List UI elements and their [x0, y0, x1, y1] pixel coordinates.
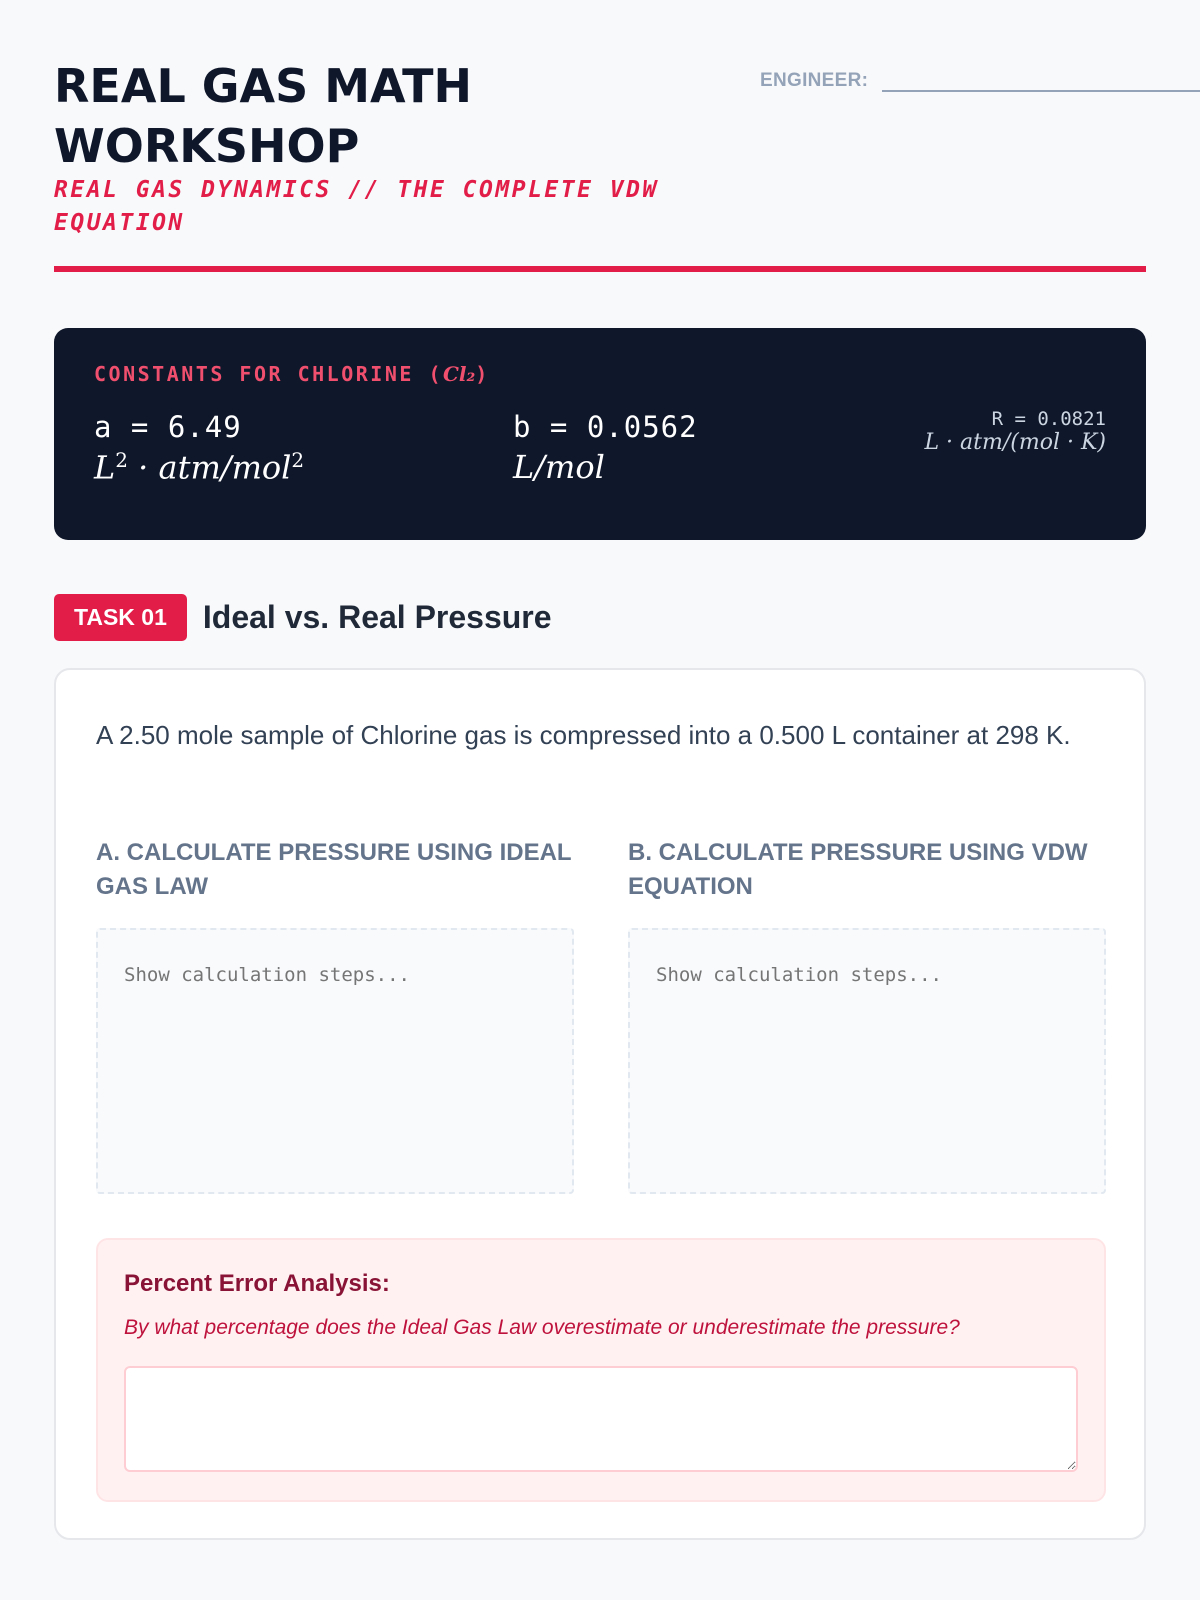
task-header	[54, 594, 552, 641]
percent-error-title: Percent Error Analysis:	[124, 1270, 390, 1297]
percent-error-section	[96, 1238, 1106, 1502]
percent-error-question: By what percentage does the Ideal Gas Law overestimate or underestimate the pressure?	[124, 1316, 960, 1339]
constant-a-unit-exp-2: 2	[291, 448, 305, 472]
constant-a-value: a = 6.49	[94, 410, 242, 444]
constant-a-unit-exp-1: 2	[115, 448, 128, 472]
constant-r-unit: L · atm/(mol · K)	[924, 430, 1106, 455]
engineer-input[interactable]	[882, 58, 1200, 92]
part-b-label: B. CALCULATE PRESSURE USING VDW EQUATION	[628, 839, 1088, 900]
constant-b-unit: L/mol	[513, 448, 605, 486]
page-subtitle: REAL GAS DYNAMICS // THE COMPLETE VDW EQUATION	[54, 177, 659, 236]
constant-a-unit-base: L	[94, 448, 116, 487]
constants-heading-close: )	[475, 362, 490, 386]
part-a-label: A. CALCULATE PRESSURE USING IDEAL GAS LAW	[96, 839, 572, 900]
chlorine-formula: Cl₂	[442, 362, 476, 386]
constants-heading-text: CONSTANTS FOR CHLORINE (	[94, 362, 443, 386]
part-a	[96, 836, 576, 1199]
constants-panel	[54, 328, 1146, 540]
constant-b-value: b = 0.0562	[513, 410, 698, 444]
task-badge: TASK 01	[54, 594, 187, 641]
engineer-label: ENGINEER:	[760, 70, 869, 91]
constant-a-unit-mid: · atm/mol	[127, 448, 292, 487]
percent-error-answer[interactable]	[124, 1366, 1078, 1472]
part-b	[628, 836, 1108, 1199]
page-title: REAL GAS MATH WORKSHOP	[54, 59, 472, 173]
problem-statement: A 2.50 mole sample of Chlorine gas is compressed into a 0.500 L container at 298 K.	[96, 720, 1071, 750]
constant-a-unit	[94, 448, 304, 487]
constant-r	[924, 408, 1106, 455]
task-card	[54, 668, 1146, 1540]
task-title: Ideal vs. Real Pressure	[202, 599, 552, 635]
engineer-field	[760, 58, 1200, 92]
part-b-work-area[interactable]	[628, 928, 1106, 1194]
part-a-work-area[interactable]	[96, 928, 574, 1194]
constant-b	[513, 410, 698, 486]
constant-a	[94, 410, 304, 487]
constant-r-value: R = 0.0821	[991, 408, 1106, 430]
constants-heading	[94, 362, 1106, 386]
header	[54, 0, 1146, 275]
header-divider	[54, 266, 1146, 272]
